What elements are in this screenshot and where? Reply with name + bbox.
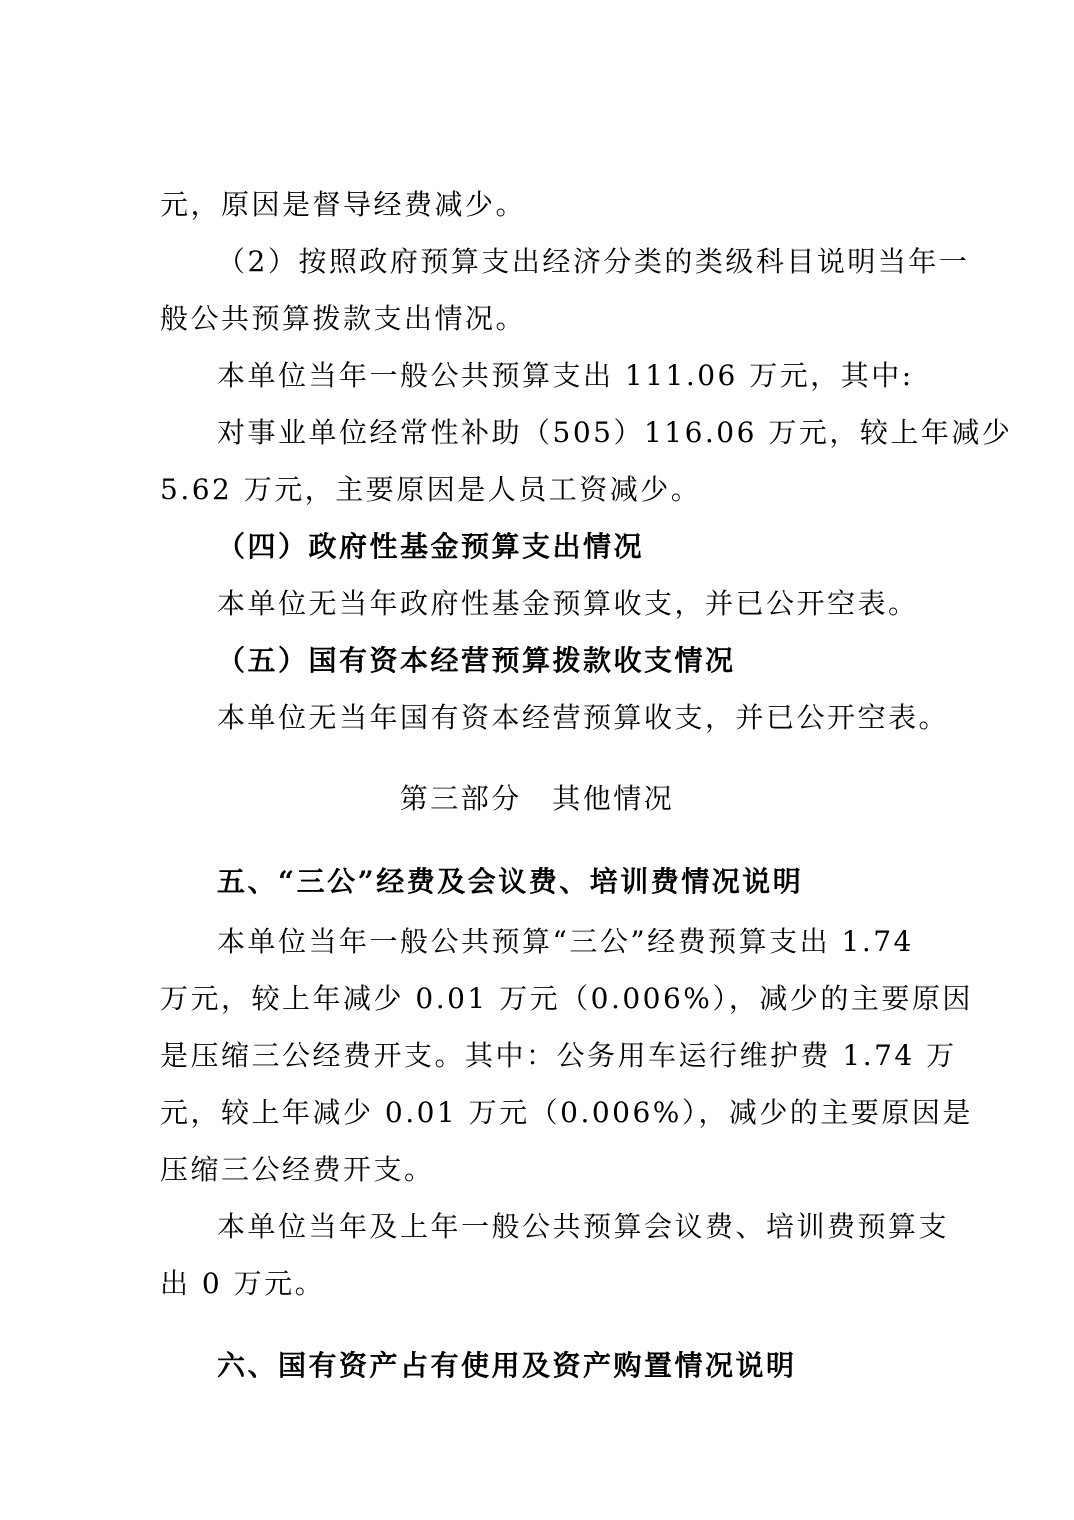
paragraph-line: 元，较上年减少 0.01 万元（0.006%），减少的主要原因是 <box>160 1096 973 1129</box>
paragraph-line: 本单位无当年国有资本经营预算收支，并已公开空表。 <box>217 701 950 734</box>
part-title: 第三部分 其他情况 <box>399 782 675 815</box>
paragraph-line: 出 0 万元。 <box>160 1267 326 1300</box>
paragraph-line: 般公共预算拨款支出情况。 <box>160 302 527 335</box>
paragraph-line: 对事业单位经常性补助（505）116.06 万元，较上年减少 <box>217 416 1013 449</box>
paragraph-line: 本单位当年一般公共预算“三公”经费预算支出 1.74 <box>217 925 914 958</box>
section-heading: （五）国有资本经营预算拨款收支情况 <box>217 644 736 677</box>
paragraph-line: （2）按照政府预算支出经济分类的类级科目说明当年一 <box>217 245 970 278</box>
paragraph-line: 本单位当年及上年一般公共预算会议费、培训费预算支 <box>217 1210 950 1243</box>
paragraph-line: 本单位无当年政府性基金预算收支，并已公开空表。 <box>217 587 919 620</box>
paragraph-line: 压缩三公经费开支。 <box>160 1153 435 1186</box>
paragraph-line: 5.62 万元，主要原因是人员工资减少。 <box>160 473 702 506</box>
paragraph-line: 本单位当年一般公共预算支出 111.06 万元，其中: <box>217 359 914 392</box>
section-heading: 五、“三公”经费及会议费、培训费情况说明 <box>217 865 804 898</box>
paragraph-line: 是压缩三公经费开支。其中：公务用车运行维护费 1.74 万 <box>160 1039 957 1072</box>
paragraph-line: 万元，较上年减少 0.01 万元（0.006%），减少的主要原因 <box>160 982 973 1015</box>
paragraph-line: 元，原因是督导经费减少。 <box>160 188 527 221</box>
section-heading: （四）政府性基金预算支出情况 <box>217 530 645 563</box>
section-heading: 六、国有资产占有使用及资产购置情况说明 <box>217 1349 797 1382</box>
